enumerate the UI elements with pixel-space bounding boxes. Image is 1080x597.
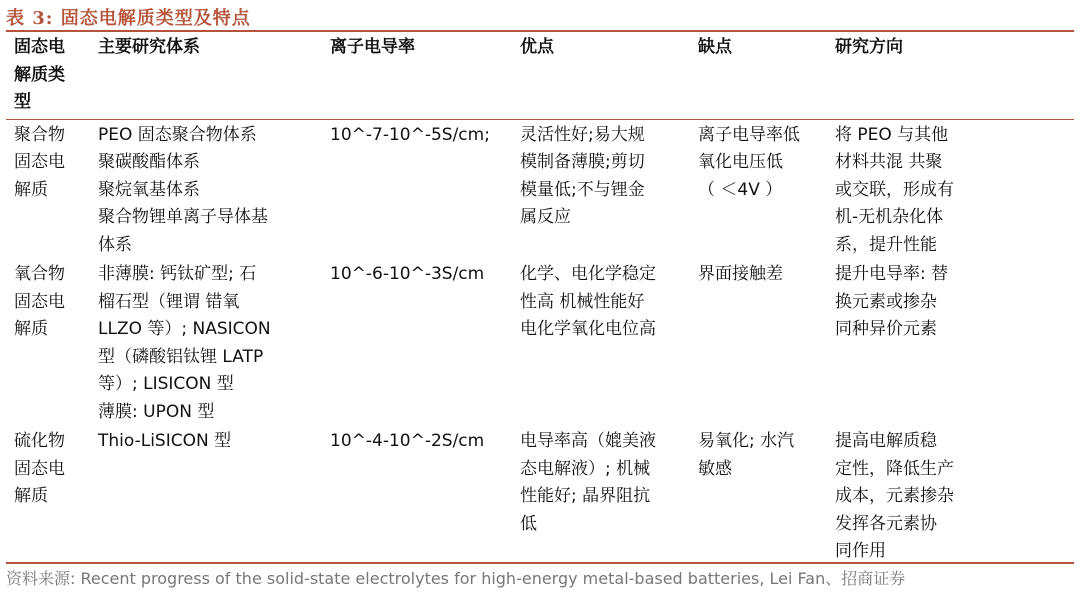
- table-row: [6, 119, 1074, 259]
- header-cons: 缺点: [690, 32, 827, 119]
- table-header-row: [6, 32, 1074, 119]
- cell-conductivity: 10^-6-10^-3S/cm: [330, 264, 485, 284]
- cell-type: 硫化物 固态电 解质: [14, 431, 65, 506]
- cell-system: 非薄膜: 钙钛矿型; 石 榴石型（锂谓 错氧 LLZO 等）; NASICON 型（磷酸铝钛锂 LATP 等）; LISICON 型 薄膜: UPON 型: [98, 264, 271, 422]
- bottom-rule: [6, 562, 1074, 564]
- source-note: 资料来源: Recent progress of the solid-state electrolytes for high-energy metal-based batteries, Lei Fan、招商证券: [6, 569, 906, 588]
- header-conductivity: 离子电导率: [322, 32, 512, 119]
- cell-conductivity: 10^-4-10^-2S/cm: [330, 431, 485, 451]
- header-type: 固态电 解质类 型: [6, 32, 90, 119]
- cell-direction: 提升电导率: 替 换元素或掺杂 同种异价元素: [835, 264, 949, 339]
- table-row: [6, 259, 1074, 426]
- header-direction: 研究方向: [827, 32, 1074, 119]
- table-caption: 表 3: 固态电解质类型及特点: [6, 8, 251, 29]
- cell-system: PEO 固态聚合物体系 聚碳酸酯体系 聚烷氧基体系 聚合物锂单离子导体基 体系: [98, 124, 268, 255]
- cell-conductivity: 10^-7-10^-5S/cm;: [330, 124, 490, 145]
- header-system: 主要研究体系: [90, 32, 322, 119]
- cell-type: 聚合物 固态电 解质: [14, 124, 65, 200]
- cell-direction: 提高电解质稳 定性，降低生产 成本，元素掺杂 发挥各元素协 同作用: [835, 431, 954, 561]
- cell-cons: 界面接触差: [698, 264, 783, 284]
- cell-direction: 将 PEO 与其他 材料共混 共聚 或交联，形成有 机-无机杂化体 系，提升性能: [835, 124, 954, 255]
- cell-type: 氧合物 固态电 解质: [14, 264, 65, 339]
- table-row: [6, 426, 1074, 570]
- cell-pros: 电导率高（媲美液 态电解液）; 机械 性能好; 晶界阻抗 低: [520, 431, 656, 534]
- cell-pros: 化学、电化学稳定 性高 机械性能好 电化学氧化电位高: [520, 264, 656, 339]
- cell-cons: 离子电导率低 氧化电压低 （ ＜4V ）: [698, 124, 800, 200]
- cell-system: Thio-LiSICON 型: [98, 431, 232, 451]
- header-pros: 优点: [512, 32, 690, 119]
- electrolyte-table: [6, 32, 1074, 570]
- cell-cons: 易氧化; 水汽 敏感: [698, 431, 795, 479]
- cell-pros: 灵活性好;易大规 模制备薄膜;剪切 模量低;不与锂金 属反应: [520, 124, 645, 227]
